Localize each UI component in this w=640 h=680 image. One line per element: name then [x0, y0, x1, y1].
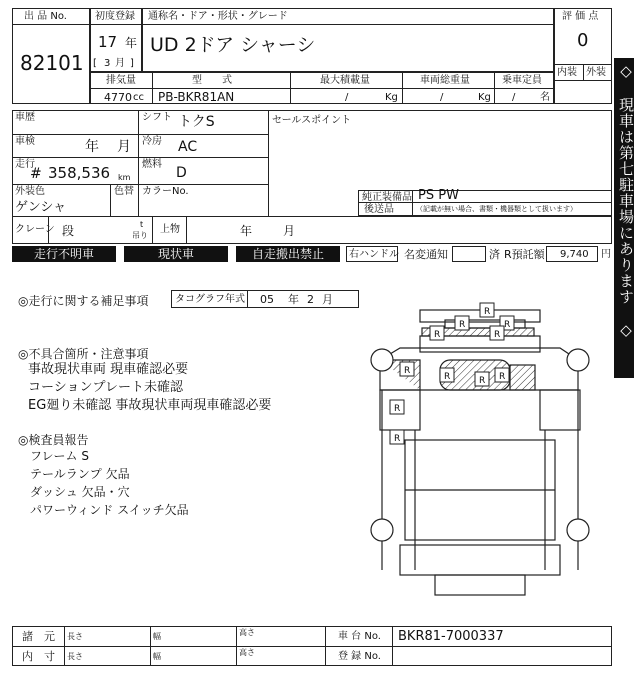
first-reg-month: 3 — [104, 58, 111, 69]
tacho-year: 05 — [260, 293, 274, 306]
capacity-unit: 名 — [540, 92, 550, 103]
recycle-value: 9,740 — [560, 249, 589, 260]
aftermarket-note: （記載が無い場合、書類・機器類として扱います） — [416, 205, 577, 213]
color-change-label: 色替 — [114, 186, 134, 197]
spec-label: 諸 元 — [22, 630, 55, 643]
type-value: PB-BKR81AN — [158, 90, 235, 104]
damage-mark: R — [494, 330, 501, 340]
inspection-month: 月 — [117, 139, 131, 155]
damage-mark: R — [499, 372, 506, 382]
capacity-label: 乗車定員 — [502, 75, 542, 86]
mileage-label: 走行 — [15, 159, 35, 170]
damage-mark: R — [394, 404, 401, 414]
color-code-label: カラーNo. — [142, 186, 189, 197]
mileage-unit: km — [118, 173, 131, 182]
sales-point-label: セールスポイント — [272, 115, 352, 126]
displacement-label: 排気量 — [106, 75, 136, 86]
max-load-unit: Kg — [385, 92, 398, 103]
location-text: ◇ 現車は第七駐車場にあります ◇ — [617, 62, 635, 340]
gross-weight-unit: Kg — [478, 92, 491, 103]
inspection-year: 年 — [85, 139, 99, 155]
first-reg-year: 17 — [98, 33, 118, 51]
damage-mark: R — [404, 366, 411, 376]
defect-item: EG廻り未確認 事故現状車両現車確認必要 — [28, 398, 272, 413]
damage-mark: R — [444, 372, 451, 382]
damage-diagram — [360, 290, 600, 600]
self-drive-ban-badge: 自走搬出禁止 — [236, 246, 340, 262]
gross-weight-label: 車両総重量 — [420, 75, 470, 86]
history-label: 車歴 — [15, 112, 35, 123]
score-box — [554, 8, 612, 104]
defects-title: ◎不具合箇所・注意事項 — [18, 347, 149, 361]
crane-label: クレーン — [15, 224, 55, 235]
recycle-label: R預託額 — [504, 248, 545, 261]
inspector-title: ◎検査員報告 — [18, 433, 89, 447]
exterior-grade-label: 外装 — [586, 67, 606, 78]
inspector-item: フレーム S — [30, 449, 89, 463]
damage-mark: R — [484, 307, 491, 317]
name-change-label: 名変通知 — [404, 248, 448, 261]
lot-number: 82101 — [20, 51, 84, 75]
shift-label: シフト — [142, 112, 172, 123]
displacement-value: 4770 — [104, 91, 132, 104]
defect-item: 事故現状車両 現車確認必要 — [28, 362, 189, 377]
score-value: 0 — [577, 30, 589, 51]
max-load-label: 最大積載量 — [320, 75, 370, 86]
chassis-label: 車 台 No. — [338, 631, 381, 642]
as-is-badge: 現状車 — [124, 246, 228, 262]
displacement-unit: cc — [133, 92, 144, 103]
chassis-number: BKR81-7000337 — [398, 629, 504, 644]
color-value: ゲンシャ — [15, 200, 67, 215]
damage-mark: R — [394, 434, 401, 444]
recycle-unit: 円 — [601, 249, 611, 260]
interior-grade-label: 内装 — [557, 67, 577, 78]
tacho-label: タコグラフ年式 — [175, 294, 245, 305]
steering-value: 右ハンドル — [349, 249, 399, 260]
score-label: 評 価 点 — [562, 11, 599, 22]
fuel-label: 燃料 — [142, 159, 162, 170]
inspector-item: テールランプ 欠品 — [30, 467, 130, 481]
damage-mark: R — [434, 330, 441, 340]
ac-value: AC — [178, 139, 198, 155]
shift-value: トクS — [178, 114, 215, 130]
first-reg-label: 初度登録 — [95, 11, 135, 22]
type-label: 型 式 — [192, 75, 232, 86]
defect-item: コーションプレート未確認 — [28, 380, 183, 395]
interior-dim-label: 内 寸 — [22, 650, 55, 663]
model-label: 通称名・ドア・形状・グレード — [148, 11, 288, 22]
month-unit: 月 — [115, 58, 125, 69]
mail-label: 済 — [489, 248, 500, 261]
fuel-value: D — [176, 165, 187, 181]
inspection-label: 車検 — [15, 136, 35, 147]
tacho-month: 2 — [307, 293, 314, 306]
lot-label: 出 品 No. — [24, 11, 67, 22]
registration-label: 登 録 No. — [338, 651, 381, 662]
unknown-mileage-badge: 走行不明車 — [12, 246, 116, 262]
equipment-value: PS PW — [418, 188, 459, 203]
aftermarket-label: 後送品 — [364, 204, 394, 215]
supplement-title: ◎走行に関する補足事項 — [18, 294, 149, 308]
damage-mark: R — [479, 376, 486, 386]
year-unit: 年 — [125, 36, 138, 50]
ac-label: 冷房 — [142, 136, 162, 147]
inspector-item: パワーウィンド スイッチ欠品 — [30, 503, 189, 517]
inspector-item: ダッシュ 欠品・穴 — [30, 485, 130, 499]
model-name: UD 2ドア シャーシ — [150, 34, 316, 56]
upper-label: 上物 — [160, 224, 180, 235]
damage-mark: R — [504, 320, 511, 330]
damage-mark: R — [459, 320, 466, 330]
mileage-value: 358,536 — [48, 164, 111, 182]
equipment-label: 純正装備品 — [362, 192, 412, 203]
color-label: 外装色 — [15, 186, 45, 197]
